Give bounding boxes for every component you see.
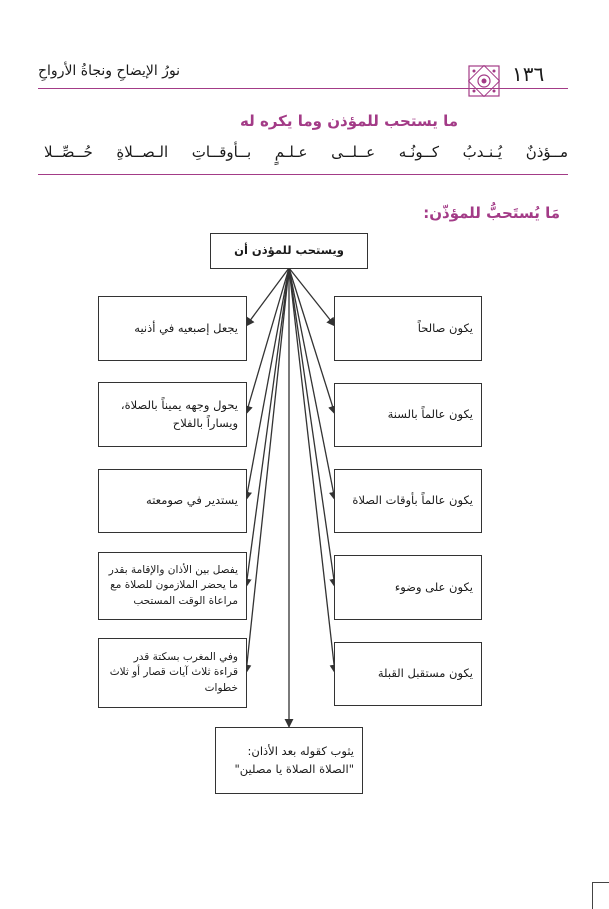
left-box-label: يحول وجهه يميناً بالصلاة، ويساراً بالفلاح: [120, 397, 238, 430]
verse-text: مــؤذنٌ يُـنـدبُ كــونُـه عــلــى عـلـمٍ بــأوقــاتِ الـصــلاةِ حُــصِّــلا: [44, 143, 568, 161]
arrow-to-right-5: [289, 268, 335, 673]
left-box-label: يستدير في صومعته: [146, 493, 238, 508]
right-box-5: [334, 642, 482, 706]
right-box-label: يكون مستقبل القبلة: [377, 666, 473, 681]
book-title: نورُ الإيضاحِ ونجاةُ الأرواحِ: [38, 63, 181, 79]
left-box-5: [98, 638, 247, 708]
arrow-to-left-4: [246, 268, 289, 587]
right-box-label: يكون على وضوء: [394, 579, 473, 594]
section-title: ما يستحب للمؤذن وما يكره له: [240, 112, 458, 130]
arrow-to-left-5: [246, 268, 289, 673]
arrow-to-left-2: [246, 268, 289, 414]
left-box-label: يجعل إصبعيه في أذنيه: [134, 320, 238, 335]
arrow-to-right-4: [289, 268, 335, 587]
bottom-box: [215, 727, 363, 794]
left-box-3: [98, 469, 247, 533]
subheading: مَا يُستَحبُّ للمؤذّن:: [423, 204, 560, 222]
right-box-label: يكون عالماً بالسنة: [387, 407, 473, 422]
bottom-box-label: يثوب كقوله بعد الأذان: "الصلاة الصلاة يا مصلين": [234, 743, 354, 776]
page-number: ١٣٦: [512, 62, 545, 86]
diagram-root-box: [210, 233, 368, 269]
right-box-2: [334, 383, 482, 447]
right-box-label: يكون عالماً بأوقات الصلاة: [352, 493, 473, 508]
left-box-4: [98, 552, 247, 620]
right-box-3: [334, 469, 482, 533]
left-box-1: [98, 296, 247, 361]
diagram-root-label: ويستحب للمؤذن أن: [234, 243, 344, 258]
arrow-to-right-2: [289, 268, 335, 414]
right-box-1: [334, 296, 482, 361]
left-box-2: [98, 382, 247, 447]
page-corner-mark: [592, 882, 609, 909]
right-box-label: يكون صالحاً: [417, 320, 473, 335]
left-box-label: وفي المغرب بسكتة قدر قراءة ثلاث آيات قصار أو ثلاث خطوات: [109, 651, 238, 694]
left-box-label: يفصل بين الأذان والإقامة بقدر ما يحضر الملازمون للصلاة مع مراعاة الوقت المستحب: [108, 564, 238, 607]
right-box-4: [334, 555, 482, 620]
